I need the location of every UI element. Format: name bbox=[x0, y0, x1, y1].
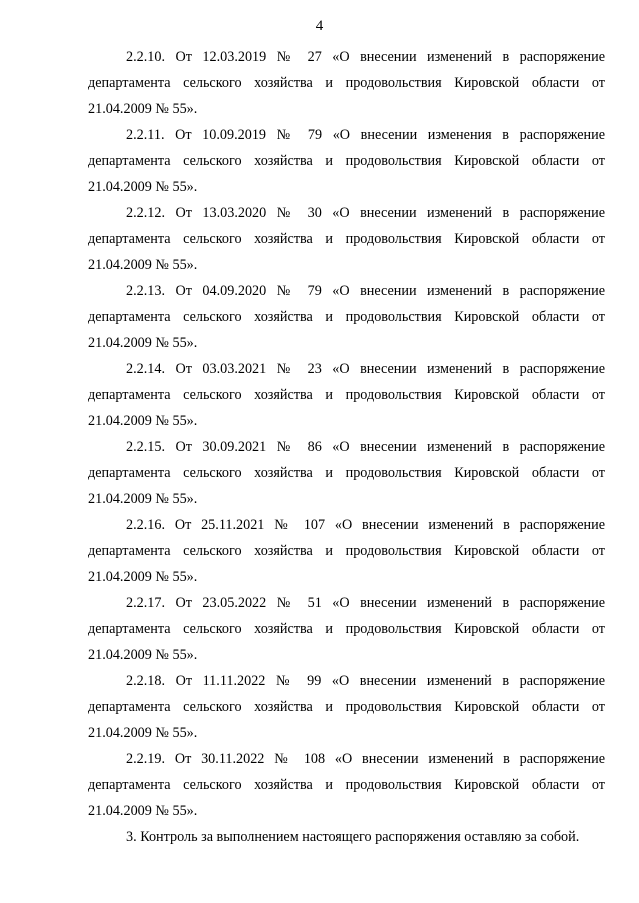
list-item: 2.2.19. От 30.11.2022 № 108 «О внесении изменений в распоряжение департамента сельского хозяйства и продовольствия Кировской области от 21.04.2009 № 55». bbox=[88, 751, 605, 819]
list-item: 2.2.13. От 04.09.2020 № 79 «О внесении изменений в распоряжение департамента сельского хозяйства и продовольствия Кировской области от 21.04.2009 № 55». bbox=[88, 283, 605, 351]
list-item: 2.2.14. От 03.03.2021 № 23 «О внесении изменений в распоряжение департамента сельского хозяйства и продовольствия Кировской области от 21.04.2009 № 55». bbox=[88, 361, 605, 429]
list-item: 2.2.17. От 23.05.2022 № 51 «О внесении изменений в распоряжение департамента сельского хозяйства и продовольствия Кировской области от 21.04.2009 № 55». bbox=[88, 595, 605, 663]
list-item: 2.2.15. От 30.09.2021 № 86 «О внесении изменений в распоряжение департамента сельского хозяйства и продовольствия Кировской области от 21.04.2009 № 55». bbox=[88, 439, 605, 507]
list-item: 2.2.18. От 11.11.2022 № 99 «О внесении изменений в распоряжение департамента сельского хозяйства и продовольствия Кировской области от 21.04.2009 № 55». bbox=[88, 673, 605, 741]
closing-clause: 3. Контроль за выполнением настоящего распоряжения оставляю за собой. bbox=[126, 829, 580, 845]
list-item: 2.2.10. От 12.03.2019 № 27 «О внесении изменений в распоряжение департамента сельского хозяйства и продовольствия Кировской области от 21.04.2009 № 55». bbox=[88, 49, 605, 117]
list-item: 2.2.11. От 10.09.2019 № 79 «О внесении изменения в распоряжение департамента сельского хозяйства и продовольствия Кировской области от 21.04.2009 № 55». bbox=[88, 127, 605, 195]
list-item: 2.2.16. От 25.11.2021 № 107 «О внесении изменений в распоряжение департамента сельского хозяйства и продовольствия Кировской области от 21.04.2009 № 55». bbox=[88, 517, 605, 585]
page-number: 4 bbox=[315, 18, 324, 34]
list-item: 2.2.12. От 13.03.2020 № 30 «О внесении изменений в распоряжение департамента сельского хозяйства и продовольствия Кировской области от 21.04.2009 № 55». bbox=[88, 205, 605, 273]
document-body bbox=[88, 44, 605, 850]
